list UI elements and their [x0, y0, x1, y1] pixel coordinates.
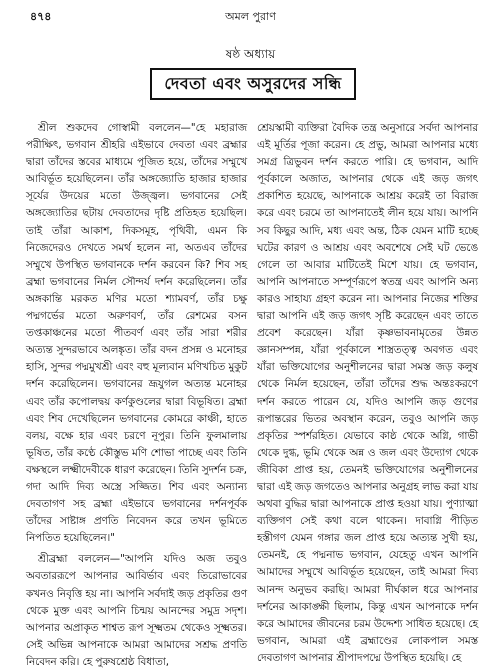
right-paragraph-1: শ্রেয়স্কামী ব্যক্তিরা বৈদিক তন্ত্র অনুসারে সর্বদা আপনার এই মূর্তির পূজা করেন। হে প্রভু, আমরা আপনার মধ্যে সমগ্র ত্রিভুবন দর্শন করতে পারি। হে ভগবান, আদি পূর্বকালে অজাত, আপনার থেকে এই জড় জগৎ প্রকাশিত হয়েছে, আপনাকে আশ্রয় করেই তা বিরাজ করে এবং চরমে তা আপনাতেই লীন হয়ে যায়। আপনি সব কিছুর আদি, মধ্য এবং অন্ত, ঠিক যেমন মাটি হচ্ছে ঘটের কারণ ও আশ্রয় এবং অবশেষে সেই ঘট ভেঙে গেলে তা আবার মাটিতেই মিশে যায়। হে ভগবান, আপনি আপনাতে সম্পূর্ণরূপে স্বতন্ত্র এবং আপনি অন্য কারও সাহায্য গ্রহণ করেন না। আপনার নিজের শক্তির দ্বারা আপনি এই জড় জগৎ সৃষ্টি করেছেন এবং তাতে প্রবেশ করেছেন। যাঁরা কৃষ্ণভাবনামৃতের উন্নত জ্ঞানসম্পন্ন, যাঁরা পূর্বকালে শাস্ত্রতত্ত্ব অবগত এবং যাঁরা ভক্তিযোগের অনুশীলনের দ্বারা সমস্ত জড় কলুষ থেকে নির্মল হয়েছেন, তাঁরা তাঁদের শুদ্ধ অন্তঃকরণে দর্শন করতে পারেন যে, যদিও আপনি জড় গুণের রূপান্তরের ভিতর অবস্থান করেন, তবুও আপনি জড় প্রকৃতির স্পর্শরহিত। যেভাবে কাষ্ঠ থেকে অগ্নি, গাভী থেকে দুগ্ধ, ভূমি থেকে অন্ন ও জল এবং উদ্যোগ থেকে জীবিকা প্রাপ্ত হয়, তেমনই ভক্তিযোগের অনুশীলনের দ্বারা এই জড় জগতেও আপনার অনুগ্রহ লাভ করা যায় অথবা বুদ্ধির দ্বারা আপনাকে প্রাপ্ত হওয়া যায়। পুণ্যাত্মা ব্যক্তিগণ সেই কথা বলে থাকেন। দাবাগ্নি পীড়িত হস্তীগণ যেমন গঙ্গার জল প্রাপ্ত হয়ে অত্যন্ত সুখী হয়, তেমনই, হে পদ্মনাভ ভগবান, যেহেতু এখন আপনি আমাদের সম্মুখে আবির্ভূত হয়েছেন, তাই আমরা দিব্য আনন্দ অনুভব করছি। আমরা দীর্ঘকাল ধরে আপনার দর্শনের আকাঙ্ক্ষী ছিলাম, কিন্তু এখন আপনাকে দর্শন করে আমাদের জীবনের চরম উদ্দেশ্য সাধিত হয়েছে। হে ভগবান, আমরা এই ব্রহ্মাণ্ডের লোকপাল সমস্ত দেবতাগণ আপনার শ্রীপাদপদ্মে উপস্থিত হয়েছি। হে	[257, 122, 478, 664]
chapter-label: ষষ্ঠ অধ্যায়	[225, 47, 276, 61]
running-title: অমল পুরাণ	[225, 10, 276, 23]
page-number: ৪৭৪	[30, 10, 52, 23]
page-header	[0, 8, 501, 28]
chapter-title	[150, 68, 356, 100]
left-column	[26, 120, 247, 668]
chapter-title-text: দেবতা এবং অসুরদের সন্ধি	[164, 73, 342, 93]
left-paragraph-2: শ্রীব্রহ্মা বললেন—"আপনি যদিও অজ তবুও অবতাররূপে আপনার আবির্ভাব এবং তিরোভাবের কখনও নিবৃত্তি হয় না। আপনি সর্বদাই জড় প্রকৃতির গুণ থেকে মুক্ত এবং আপনি চিন্ময় আনন্দের সমুদ্র সদৃশ। আপনার অপ্রাকৃত শাশ্বত রূপ সূক্ষ্মতম থেকেও সূক্ষ্মতর। সেই অভিন্ন আপনাকে আমরা আমাদের সশ্রদ্ধ প্রণতি নিবেদন করি। হে পুরুষশ্রেষ্ঠ বিধাতা,	[26, 553, 247, 668]
right-column	[257, 120, 478, 664]
left-paragraph-1: শ্রীল শুকদেব গোস্বামী বললেন—"হে মহারাজ পরীক্ষিৎ, ভগবান শ্রীহরি এইভাবে দেবতা এবং ব্রহ্মার দ্বারা তাঁদের স্তবের মাধ্যমে পূজিত হয়ে, তাঁদের সম্মুখে আবির্ভূত হয়েছিলেন। তাঁর অঙ্গজ্যোতি হাজার হাজার সূর্যের উদয়ের মতো উজ্জ্বল। ভগবানের সেই অঙ্গজ্যোতির ছটায় দেবতাদের দৃষ্টি প্রতিহত হয়েছিল। তাই তাঁরা আকাশ, দিকসমূহ, পৃথিবী, এমন কি নিজেদেরও দেখতে সমর্থ হলেন না, অতএব তাঁদের সম্মুখে উপস্থিত ভগবানকে দর্শন করবেন কি? শিব সহ ব্রহ্মা ভগবানের নির্মল সৌন্দর্য দর্শন করেছিলেন। তাঁর অঙ্গকান্তি মরকত মণির মতো শ্যামবর্ণ, তাঁর চক্ষু পদ্মগর্ভের মতো অরুণবর্ণ, তাঁর রেশমের বসন তপ্তকাঞ্চনের মতো পীতবর্ণ এবং তাঁর সারা শরীর অত্যন্ত সুন্দরভাবে অলঙ্কৃত। তাঁর বদন প্রসন্ন ও মনোহর হাসি, সুন্দর পদ্মমুখশ্রী এবং বহু মূল্যবান মণিখচিত মুকুট দর্শন করেছিলেন। ভগবানের ভ্রূযুগল অত্যন্ত মনোহর এবং তাঁর কপোলদ্বয় কর্ণকুণ্ডলের দ্বারা বিভূষিত। ব্রহ্মা এবং শিব দেখেছিলেন ভগবানের কোমরে কাঞ্চী, হাতে বলয়, বক্ষে হার এবং চরণে নূপুর। তিনি ফুলমালায় ভূষিত, তাঁর কণ্ঠে কৌস্তুভ মণি শোভা পাচ্ছে এবং তিনি বক্ষস্থলে লক্ষ্মীদেবীকে ধারণ করেছেন। তিনি সুদর্শন চক্র, গদা আদি দিব্য অস্ত্রে সজ্জিত। শিব এবং অন্যান্য দেবতাগণ সহ ব্রহ্মা এইভাবে ভগবানের দর্শনপূর্বক তাঁদের সাষ্টাঙ্গ প্রণতি নিবেদন করে তখন ভূমিতে নিপতিত হয়েছিলেন।"	[26, 122, 247, 545]
body-columns	[26, 120, 478, 668]
